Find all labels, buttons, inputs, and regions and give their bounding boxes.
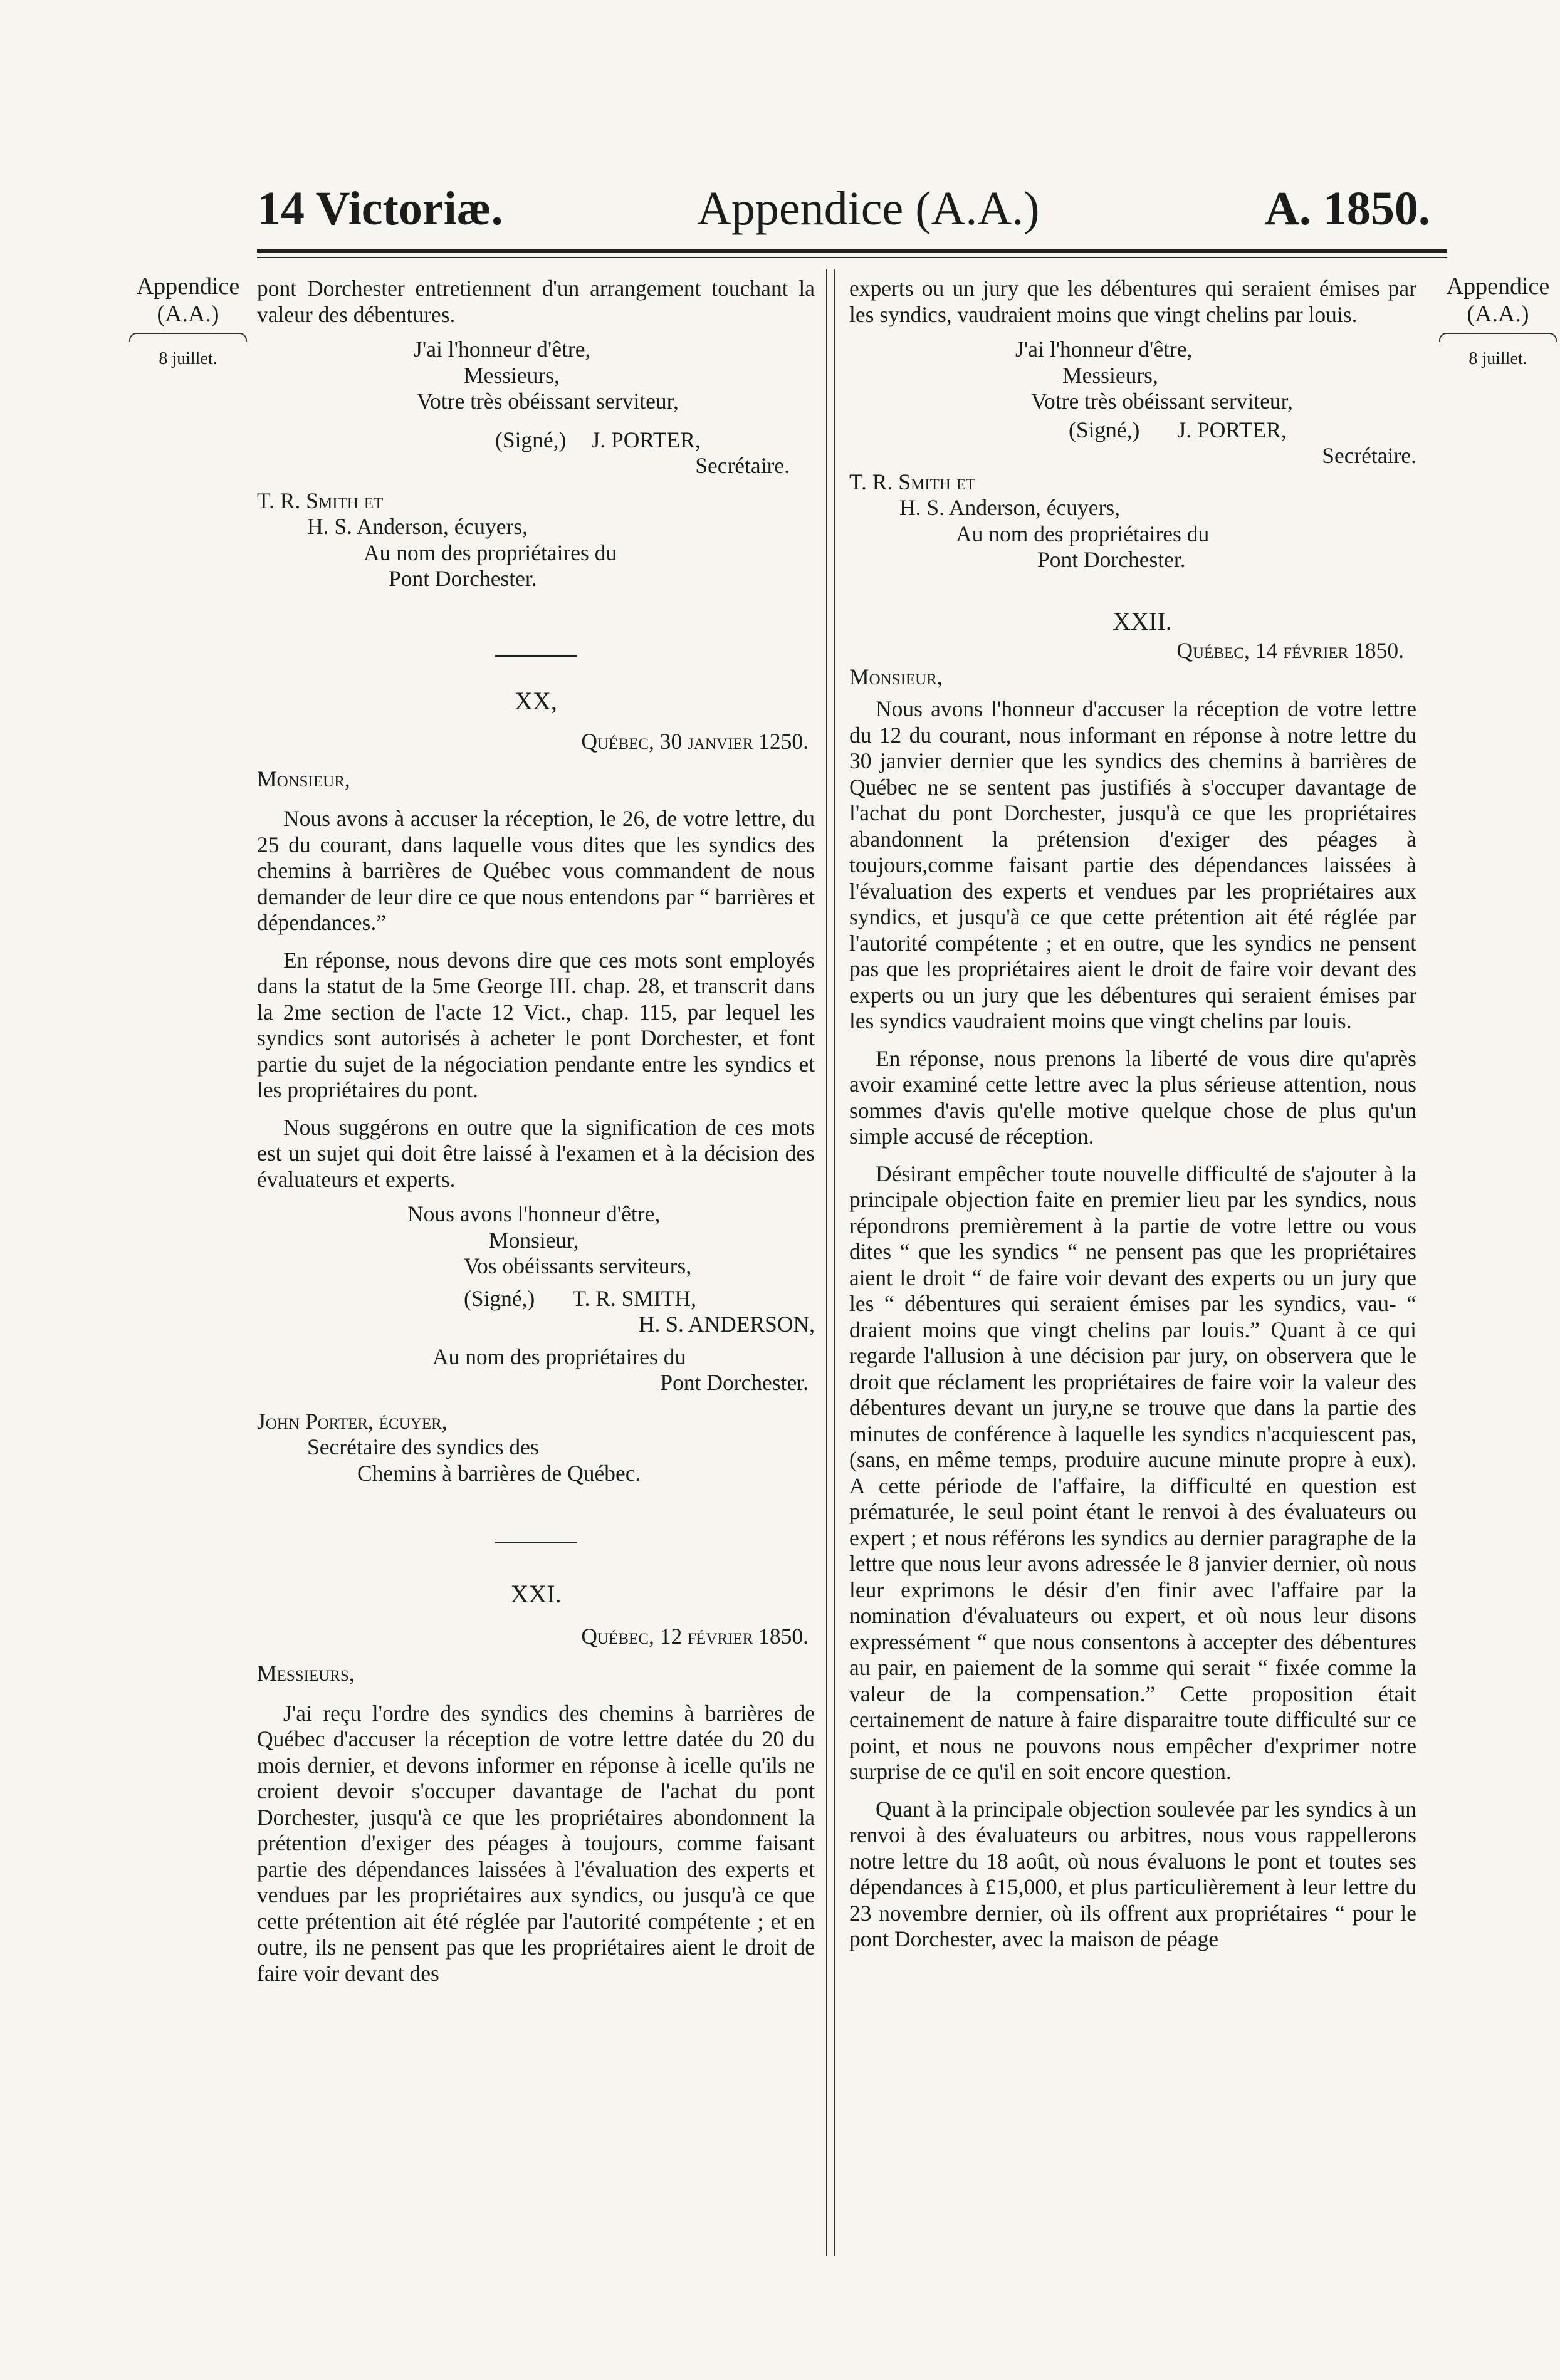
margin-brace xyxy=(129,333,247,342)
addressee-line: Pont Dorchester. xyxy=(1037,547,1186,572)
margin-sub: (A.A.) xyxy=(157,301,219,327)
right-column xyxy=(849,276,1416,1953)
letter-date: Québec, 30 janvier 1250. xyxy=(581,729,809,754)
header-appendix: Appendice (A.A.) xyxy=(697,182,1040,235)
addressee-line: Pont Dorchester. xyxy=(389,566,537,591)
signature-label: (Signé,) xyxy=(495,427,567,452)
addressee-line: Chemins à barrières de Québec. xyxy=(357,1460,641,1486)
paragraph: Nous avons à accuser la réception, le 26, de votre lettre, du 25 du courant, dans laquelle vous dites que les syndics des chemins à barrières de Québec vous commandent de nous demander de leur dire ce que nous entendons par “ barrières et dépendances.” xyxy=(257,806,815,935)
closing-line: Votre très obéissant serviteur, xyxy=(417,389,679,414)
closing-line: Vos obéissants serviteurs, xyxy=(464,1253,692,1278)
closing-line: Nous avons l'honneur d'être, xyxy=(407,1201,661,1226)
behalf-line: Pont Dorchester. xyxy=(660,1370,809,1395)
signature-label: (Signé,) xyxy=(464,1285,535,1311)
left-column xyxy=(257,276,815,1986)
addressee-line: T. R. Smith et xyxy=(257,488,384,513)
signature-line xyxy=(849,417,1416,444)
addressee-line: Secrétaire des syndics des xyxy=(307,1434,539,1459)
paragraph: experts ou un jury que les débentures qui seraient émises par les syndics, vaudraient moins que vingt chelins par louis. xyxy=(849,276,1416,327)
salutation: Monsieur, xyxy=(257,766,350,791)
signature-title: Secrétaire. xyxy=(695,453,790,478)
paragraph: En réponse, nous devons dire que ces mots sont employés dans la statut de la 5me George III. chap. 28, et transcrit dans la 2me section de l'acte 12 Vict., chap. 115, par lequel les syndics sont autorisés à acheter le pont Dorchester, et font partie du sujet de la négociation pendante entre les syndics et les propriétaires du pont. xyxy=(257,947,815,1102)
addressee-line: Au nom des propriétaires du xyxy=(956,521,1210,546)
closing-line: Messieurs, xyxy=(464,362,560,388)
column-divider xyxy=(834,269,835,2256)
margin-note-right xyxy=(1435,273,1560,373)
column-divider xyxy=(826,269,827,2256)
addressee-line: H. S. Anderson, écuyers, xyxy=(307,514,528,539)
paragraph: Quant à la principale objection soulevée par les syndics à un renvoi à des évaluateurs ou arbitres, nous vous rappellerons notre lettre du 18 août, où nous évaluons le pont et toutes ses dépendances à £15,000, et plus particulièrement à leur lettre du 23 novembre dernier, où ils offrent aux propriétaires “ pour le pont Dorchester, avec la maison de péage xyxy=(849,1796,1416,1951)
addressee-line: John Porter, écuyer, xyxy=(257,1408,448,1434)
paragraph: Nous avons l'honneur d'accuser la réception de votre lettre du 12 du courant, nous informant en réponse à notre lettre du 30 janvier dernier que les syndics des chemins à barrières de Québec ne se sentent pas justifiés à s'occuper davantage de l'achat du pont Dorchester, jusqu'à ce que les propriétaires abandonnent la prétension d'exiger des péages à toujours,comme faisant partie des dépendances laissées à l'évaluation des experts et vendues par les propriétaires aux syndics, et jusqu'à ce que cette prétention ait été réglée par l'autorité compétente ; et en outre, que les syndics ne pensent pas que les propriétaires aient le droit de faire voir devant des experts ou un jury que les débentures qui seraient émises par les syndics vaudraient moins que vingt chelins par louis. xyxy=(849,696,1416,1033)
behalf-line: Au nom des propriétaires du xyxy=(432,1344,686,1369)
margin-sub: (A.A.) xyxy=(1467,301,1529,327)
closing-line: Messieurs, xyxy=(1062,362,1158,388)
letter-number: XXI. xyxy=(510,1580,562,1608)
addressee-line: H. S. Anderson, écuyers, xyxy=(899,495,1120,520)
closing-line: J'ai l'honneur d'être, xyxy=(1015,337,1193,362)
signature-name: T. R. SMITH, xyxy=(572,1285,696,1311)
margin-title: Appendice xyxy=(1446,273,1550,300)
header-session: 14 Victoriæ. xyxy=(257,182,503,235)
paragraph: Désirant empêcher toute nouvelle difficulté de s'ajouter à la principale objection faite en premier lieu par les syndics, nous répondrons premièrement à la partie de votre lettre ou vous dites “ que les syndics “ ne pensent pas que les propriétaires aient le droit “ de faire voir devant des experts ou un jury que les “ débentures qui seraient émises par les syndics, vau- “ draient moins que vingt chelins par louis.” Quant à ce qui regarde l'allusion à une décision par jury, on observera que le droit que réclament les propriétaires de faire voir la valeur des débentures devant un jury,ne se trouve que dans la partie des minutes de conférence à laquelle les syndics n'acquiescent pas, (sans, en même temps, produire aucune minute propre à eux). A cette période de l'affaire, la difficulté en question est prématurée, le seul point étant le renvoi à des évaluateurs ou expert ; et nous référons les syndics au dernier paragraphe de la lettre que nous leur avons adressée le 8 janvier dernier, où nous leur exprimons le désir d'en finir avec l'affaire par la nomination d'évaluateurs ou expert, et où nous leur disons expressément “ que nous consentons à accepter des débentures au pair, en paiement de la somme qui serait “ fixée comme la valeur de la compensation.” Cette proposition était certainement de nature à faire disparaitre toute difficulté sur ce point, et nous ne pouvons nous empêcher d'exprimer notre surprise de ce qu'il en soit encore question. xyxy=(849,1161,1416,1784)
margin-date: 8 juillet. xyxy=(159,349,217,368)
salutation: Messieurs, xyxy=(257,1661,355,1686)
letter-date: Québec, 14 février 1850. xyxy=(1176,638,1404,663)
header-rule-thin xyxy=(257,257,1447,258)
signature-line xyxy=(257,427,815,454)
signature-name: J. PORTER, xyxy=(1177,417,1287,442)
margin-note-left xyxy=(125,273,251,373)
paragraph: Nous suggérons en outre que la signification de ces mots est un sujet qui doit être laissé à l'examen et à la décision des évaluateurs et experts. xyxy=(257,1114,815,1192)
header-rule-thick xyxy=(257,249,1447,253)
header-year: A. 1850. xyxy=(1265,182,1430,235)
margin-date: 8 juillet. xyxy=(1468,349,1527,368)
paragraph: pont Dorchester entretiennent d'un arrangement touchant la valeur des débentures. xyxy=(257,276,815,327)
signature-title: Secrétaire. xyxy=(1322,443,1416,468)
addressee-line: Au nom des propriétaires du xyxy=(364,540,617,565)
salutation: Monsieur, xyxy=(849,664,943,689)
margin-title: Appendice xyxy=(136,273,240,300)
paragraph: J'ai reçu l'ordre des syndics des chemins à barrières de Québec d'accuser la réception de votre lettre datée du 20 du mois dernier, et devons informer en réponse à icelle qu'ils ne croient devoir s'occuper davantage de l'achat du pont Dorchester, jusqu'à ce que les propriétaires abondonnent la prétention d'exiger des péages à toujours, comme faisant partie des dépendances laissées à l'évaluation des experts et vendues par les propriétaires aux syndics, ou jusqu'à ce que cette prétention ait été réglée par l'autorité compétente ; et en outre, ils ne pensent pas que les propriétaires aient le droit de faire voir devant des xyxy=(257,1700,815,1986)
signature-name: H. S. ANDERSON, xyxy=(638,1312,815,1337)
paragraph: En réponse, nous prenons la liberté de vous dire qu'après avoir examiné cette lettre avec la plus sérieuse attention, nous sommes d'avis qu'elle motive quelque chose de plus qu'un simple accusé de réception. xyxy=(849,1045,1416,1149)
closing-line: J'ai l'honneur d'être, xyxy=(414,337,591,362)
signature-line xyxy=(257,1286,815,1312)
letter-date: Québec, 12 février 1850. xyxy=(581,1623,809,1649)
letter-number: XXII. xyxy=(1112,607,1172,635)
signature-label: (Signé,) xyxy=(1069,417,1140,442)
letter-number: XX, xyxy=(515,686,557,715)
addressee-line: T. R. Smith et xyxy=(849,469,976,494)
closing-line: Monsieur, xyxy=(489,1227,579,1253)
closing-line: Votre très obéissant serviteur, xyxy=(1031,389,1293,414)
margin-brace xyxy=(1439,333,1557,342)
signature-name: J. PORTER, xyxy=(591,427,701,452)
